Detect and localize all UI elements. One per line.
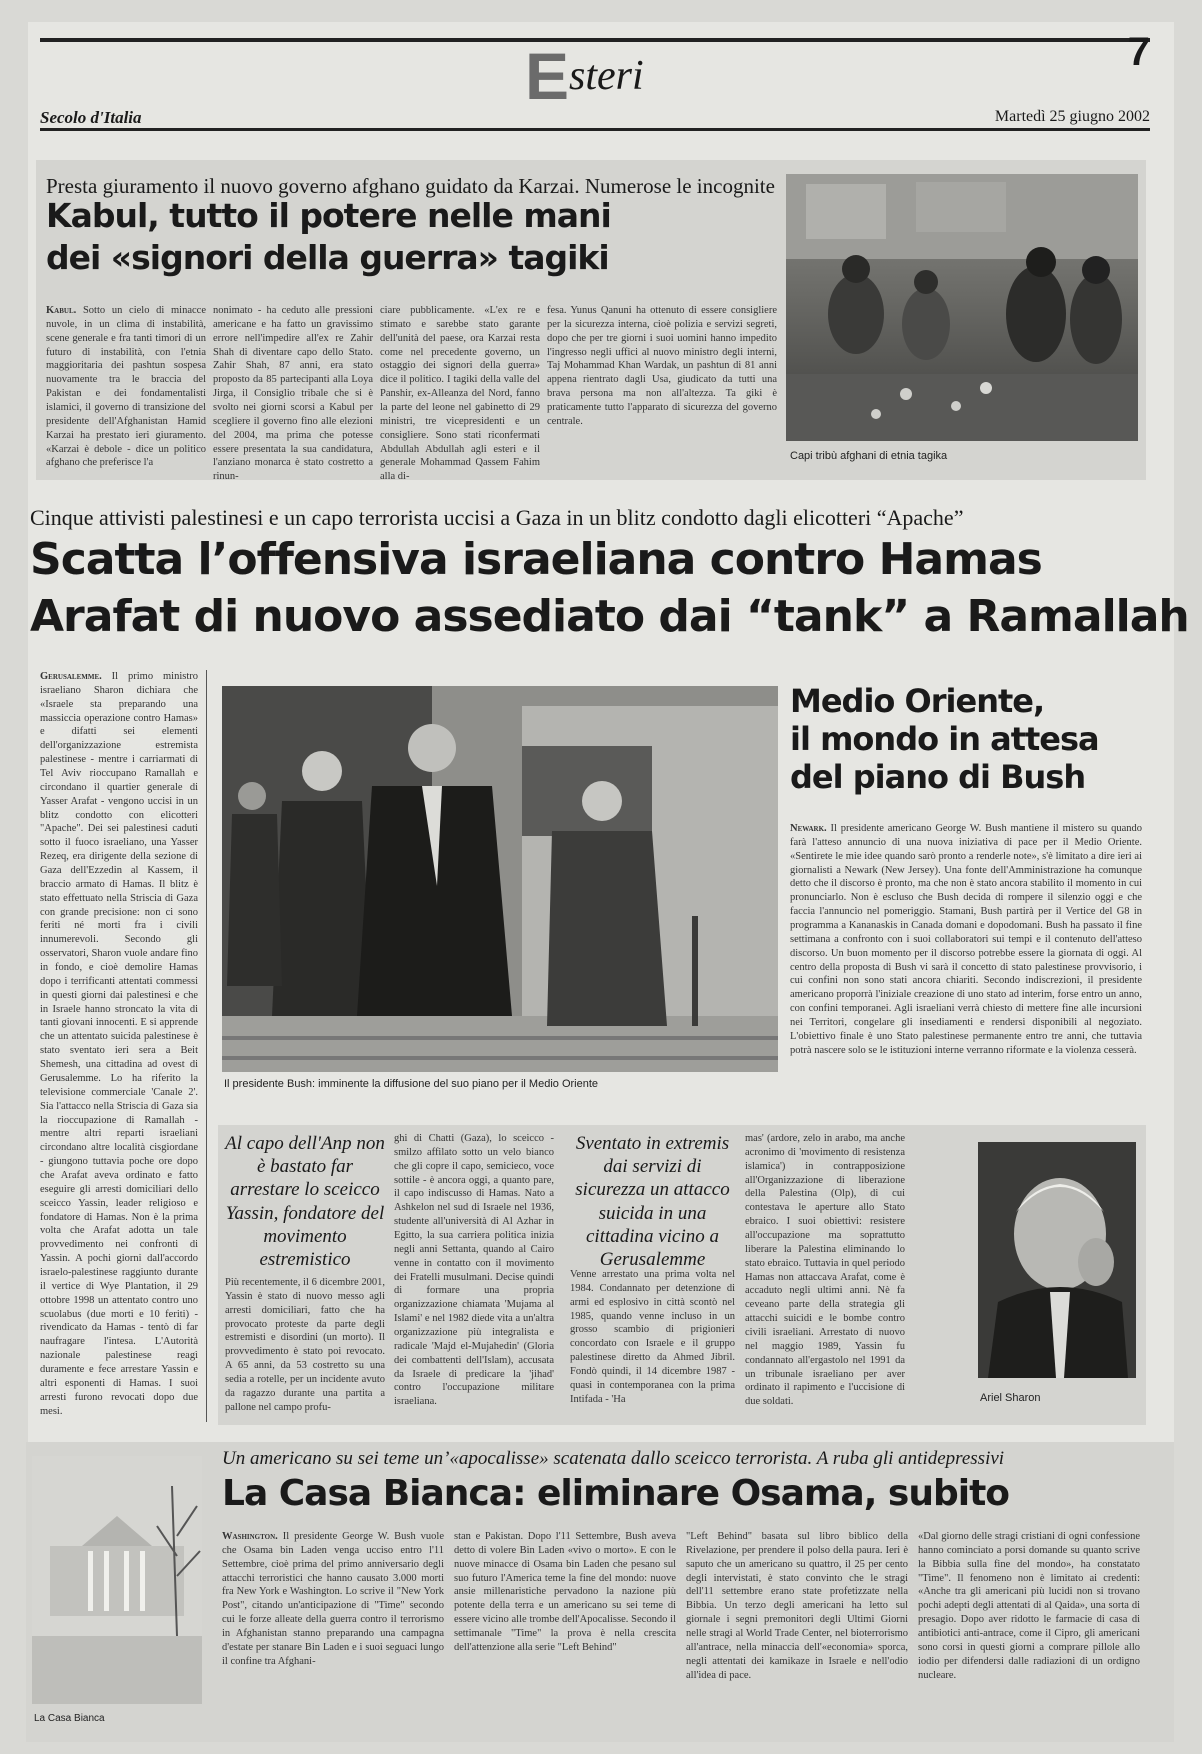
white-house-column-4: «Dal giorno delle stragi cristiani di ogni confessione hanno cominciato a porsi domande su quanto scrive la Bibbia sulla fine del mondo», ha constatato "Time". Il fenomeno non è limitato ai credenti: «Anche tra gli americani più lucidi non si trovano pochi adepti degli attentati di al Qaida», una sorta di presagio. Dopo aver ridotto le farmacie di casa di antibiotici anti-antrace, come il Cipro, gli americani sono corsi in questi giorni a comprare pillole allo iodio per difendersi dalle radiazioni di un ordigno nucleare.: [918, 1531, 1140, 1681]
israel-left-column: [40, 670, 198, 1422]
israel-headline-1: Scatta l’offensiva israeliana contro Hamas: [30, 534, 1042, 585]
bush-plan-headline-1: Medio Oriente,: [790, 682, 1045, 720]
israel-left-column-text: Il primo ministro israeliano Sharon dichiara che «Israele sta preparando una massiccia operazione contro Hamas» e difatti sei elementi dell'organizzazione estremista palestinese - mentre i carriarmati di Tel Aviv rioccupano Ramallah e circondano il quartier generale di Yasser Arafat - vengono uccisi in un blitz condotto con elicotteri "Apache". Dei sei palestinesi caduti sotto il fuoco israeliano, una Yasser Rezeq, era dirigente della sezione di Gaza dell'Ezzedin al Kassem, il braccio armato di Hamas. Il blitz è stato effettuato nella Striscia di Gaza con grande precisione: non ci sono feriti né morti fra i civili innumerevoli. Secondo gli osservatori, Sharon vuole andare fino in fondo, e cioè demolire Hamas dopo i terrificanti attentati commessi in questi giorni dai palestinesi e che in Israele hanno stroncato la vita di tanti giovani innocenti. E si apprende che un attentato suicida palestinese è stato sventato ieri sera a Beit Shemesh, una cittadina ad ovest di Gerusalemme. Lo ha riferito la televisione commerciale 'Canale 2'. Sia l'attacco nella Striscia di Gaza sia la rioccupazione di Ramallah - mentre altri reparti israeliani circondano altre località cisgiordane - giungono tuttavia poche ore dopo che Arafat aveva ordinato e fatto eseguire gli arresti domiciliari dello sceicco Yassin, leader religioso e fondatore di Hamas. Non è la prima volta che Arafat adotta un tale provvedimento nei confronti di Yassin. A pochi giorni dall'accordo israelo-palestinese raggiunto durante il vertice di Wye Plantation, il 29 ottobre 1998 un attentato contro uno scuolabus (due morti e 10 feriti) - rivendicato da Hamas - tentò di far naufragare l'intesa. L'Autorità nazionale palestinese reagì duramente e fece arrestare Yassin e altri esponenti di Hamas. I suoi arresti furono revocati dopo due mesi.: [40, 671, 199, 1417]
kabul-column-1: [46, 304, 206, 474]
sharon-portrait: [978, 1142, 1136, 1378]
section-title-rest: steri: [569, 53, 644, 99]
white-house-column-1: [222, 1530, 444, 1730]
white-house-photo: [32, 1456, 202, 1704]
section-title-initial: E: [525, 39, 570, 113]
kabul-column-1-text: Sotto un cielo di minacce nuvole, in un clima di instabilità, scene generale e fra tanti timori di un futuro di instabilità, con l'etnia maggioritaria dei pashtun sospesa nuovamente tra le braccia del Pakistan e dei fondamentalisti islamici, il governo di transizione del presidente dell'Afghanistan Hamid Karzai ha prestato ieri giuramento. «Karzai è debole - dice un politico afghano che preferisce l'a: [46, 305, 206, 469]
tribal-elders-photo: [786, 174, 1138, 441]
bush-plan-headline-2: il mondo in attesa: [790, 720, 1099, 758]
israel-kicker: Cinque attivisti palestinesi e un capo terrorista uccisi a Gaza in un blitz condotto dagli elicotteri “Apache”: [30, 505, 964, 530]
kabul-kicker: Presta giuramento il nuovo governo afghano guidato da Karzai. Numerose le incognite: [46, 174, 775, 198]
sharon-photo: [978, 1142, 1136, 1378]
kabul-column-4: fesa. Yunus Qanuni ha ottenuto di essere consigliere per la sicurezza interna, cioè polizia e servizi segreti, dopo che per tre giorni i suoi uomini hanno impedito l'ingresso negli uffici al nuovo ministro degli interni, Taj Mohammad Khan Wardak, un pashtun di 81 anni appena rientrato dagli Usa, giudicato da tutti una brava persona ma non all'altezza. Ta giki è praticamente tutto l'apparato di sicurezza del governo centrale.: [547, 305, 777, 427]
white-house-photo-caption: La Casa Bianca: [34, 1713, 105, 1724]
column-divider: [206, 670, 207, 1422]
white-house-dateline: Washington.: [222, 1531, 278, 1542]
yassin-column-1: Più recentemente, il 6 dicembre 2001, Yassin è stato di nuovo messo agli arresti domiciliari, fatto che ha provocato proteste da parte degli estremisti e disordini (un morto). Il provvedimento è stato poi revocato. A 65 anni, da 53 costretto su una sedia a rotelle, per un incidente avuto da ragazzo durante una partita a pallone nel campo profu-: [225, 1277, 385, 1413]
kabul-column-3: ciare pubblicamente. «L'ex re e stimato e sarebbe stato garante dell'unità del paese, ora Karzai resta come nel precedente governo, un ostaggio dei signori della guerra» dice il politico. I tagiki della valle del Panshir, ex-Alleanza del Nord, fanno la parte del leone nel gabinetto di 29 ministri, tre vicepresidenti e un consigliere. Sono stati riconfermati Abdullah Abdullah agli esteri e il generale Mohammad Qassem Fahim alla di-: [380, 305, 540, 483]
israel-dateline: Gerusalemme.: [40, 671, 102, 682]
masthead: Secolo d'Italia: [40, 108, 142, 127]
bush-plan-body-text: Il presidente americano George W. Bush mantiene il mistero su quando farà l'atteso annuncio di una nuova iniziativa di pace per il Medio Oriente. «Sentirete le mie idee quando sarò pronto a renderle note», s'è limitato a dire ieri ai giornalisti a Newark (New Jersey). Una fonte dell'Amministrazione ha comunque detto che il discorso è pronto, ma che non è stato ancora stabilito il momento in cui pronunciarlo. Non è escluso che Bush decida di rompere il silenzio oggi e che faccia l'annuncio nel pomeriggio. Stamani, Bush partirà per il Vertice del G8 in programma a Kananaskis in Canada domani e dopodomani. Bush ha passato il fine settimana a confronto con i suoi collaboratori sui tempi e il contenuto dell'atteso discorso. Un buon momento per il discorso potrebbe essere la giornata di oggi. Al centro della proposta di Bush vi sarà il concetto di stato palestinese provvisorio, i cui confini non sono stati ancora chiariti. Secondo indiscrezioni, il presidente americano proporrà l'iniziale creazione di uno stato ad interim, forse entro un anno, con confini temporanei. Agli israeliani verrà chiesto di mettere fine alle incursioni nei Territori, congelare gli insediamenti e rendersi disponibili al negoziato. L'obiettivo finale è uno Stato palestinese permanente entro tre anni, che tuttavia potrà nascere solo se le istituzioni interne verranno riformate e la violenza cesserà.: [790, 823, 1143, 1056]
bush-plan-dateline: Newark.: [790, 823, 827, 834]
kabul-photo: [786, 174, 1138, 441]
kabul-headline-2: dei «signori della guerra» tagiki: [46, 238, 609, 277]
yassin-pull-quote: Al capo dell'Anp non è bastato far arrestare lo sceicco Yassin, fondatore del movimento estremistico: [225, 1133, 385, 1270]
attack-pull-quote: Sventato in extremis dai servizi di sicurezza un attacco suicida in una cittadina vicino a Gerusalemme: [575, 1133, 730, 1270]
white-house-headline: La Casa Bianca: eliminare Osama, subito: [222, 1473, 1010, 1514]
page-number: 7: [1127, 30, 1150, 74]
bush-photo-caption: Il presidente Bush: imminente la diffusione del suo piano per il Medio Oriente: [224, 1078, 599, 1090]
kabul-headline-1: Kabul, tutto il potere nelle mani: [46, 196, 611, 235]
yassin-column-4: mas' (ardore, zelo in arabo, ma anche acronimo di 'movimento di resistenza islamica') in contrapposizione all'Organizzazione di liberazione della Palestina (Olp), di cui contestava le aperture allo Stato ebraico. I suoi obiettivi: resistere all'occupazione ma soprattutto liberare la Palestina eliminando lo stato ebraico. Tuttavia in quel periodo Hamas non attaccava Arafat, come è accaduto negli ultimi anni. Nè fa ceveano parte della strategia gli attacchi suicidi e le bombe contro civili israeliani. Arrestato di nuovo nel maggio 1989, Yassin fu condannato all'ergastolo nel 1991 da un tribunale israeliano per aver ordinato il rapimento e l'uccisione di due soldati.: [745, 1133, 905, 1408]
kabul-dateline: Kabul.: [46, 305, 77, 316]
publication-date: Martedì 25 giugno 2002: [994, 108, 1150, 125]
bush-photo: [222, 686, 778, 1072]
bush-plan-body: [790, 822, 1142, 1084]
header-rule: [40, 128, 1150, 131]
white-house-column-3: "Left Behind" basata sul libro biblico della Rivelazione, per prendere il polso della paura. Ieri è saputo che un americano su quattro, il 25 per cento degli intervistati, è stato convinto che le stragi dell'11 settembre erano state profetizzate nella Bibbia. Un terzo degli americani ha letto sul giornale i segni premonitori degli Ultimi Giorni nelle stragi al World Trade Center, nel bioterrorismo all'antrace, nella minaccia dell'«economia» sporca, negli attentati dei kamikaze in Israele e nell'odio all'idea di pace.: [686, 1531, 908, 1681]
white-house-column-2: stan e Pakistan. Dopo l'11 Settembre, Bush aveva detto di volere Bin Laden «vivo o morto». E con le nuove minacce di Osama bin Laden che pesano sul suo futuro l'America teme la fine del mondo: nuove ansie millenaristiche pervadono la nazione più potente della terra e un americano su sei teme di essere vicino alle trombe dell'Apocalisse. Secondo il settimanale "Time" la prova è nella crescita dell'attenzione alla serie "Left Behind": [454, 1531, 676, 1653]
bush-walking-photo: [222, 686, 778, 1072]
kabul-column-2: nonimato - ha ceduto alle pressioni americane e ha fatto un gravissimo errore nell'impedire all'ex re Zahir Shah di diventare capo dello Stato. Zahir Shah, 87 anni, era stato proposto da 85 partecipanti alla Loya Jirga, il Consiglio tribale che si è svolto nei giorni scorsi a Kabul per scegliere il governo fino alle elezioni del 2004, ma prima che potesse essere presentata la sua candidatura, l'anziano monarca è stato costretto a rinun-: [213, 305, 373, 483]
yassin-column-3: Venne arrestato una prima volta nel 1984. Condannato per detenzione di armi ed esplosivo in città scontò nel 1985, quando venne incluso in un grosso scambio di prigionieri concordato con Israele e il gruppo palestinese diretto da Ahmed Jibril. Fondò quindi, il 14 dicembre 1987 - quasi in contemporanea con la prima Intifada - 'Ha: [570, 1269, 735, 1405]
white-house-column-1-text: Il presidente George W. Bush vuole che Osama bin Laden venga ucciso entro l'11 Settembre, cioè prima del primo anniversario degli attacchi terroristici che hanno causato 3.000 morti fra New York e Washington. Lo scrive il "New York Post", citando un'anticipazione di "Time" secondo cui le forze alleate della guerra contro il terrorismo in Afghanistan stanno preparando una campagna d'estate per stanare Bin Laden e i suoi seguaci lungo il confine tra Afghani-: [222, 1531, 444, 1667]
white-house-image: [32, 1456, 202, 1704]
white-house-kicker: Un americano su sei teme un’«apocalisse» scatenata dallo sceicco terrorista. A ruba gli antidepressivi: [222, 1448, 1005, 1469]
section-title: [525, 38, 644, 114]
kabul-photo-caption: Capi tribù afghani di etnia tagika: [790, 450, 948, 462]
sharon-caption: Ariel Sharon: [980, 1392, 1041, 1404]
bush-plan-headline-3: del piano di Bush: [790, 758, 1086, 796]
yassin-column-2: ghi di Chatti (Gaza), lo sceicco - smilzo affilato sotto un velo bianco che gli copre il capo, semicieco, voce sottile - è ancora oggi, a quanto pare, il capo indiscusso di Hamas. Nato a Ashkelon nel sud di Israele nel 1936, studente all'università di Al Azhar in Egitto, la sua carriera politica inizia negli anni Settanta, quando al Cairo venne in contatto con il movimento dei Fratelli musulmani. Decise quindi di formare una propria organizzazione chiamata 'Mujama al Islami' e nel 1982 diede vita a un'altra organizzazione più integralista e radicale 'Majd el-Mujahedin' (Gloria dei combattenti dell'Islam), accusata da Israele di predicare la 'jihad' contro l'occupazione militare israeliana.: [394, 1133, 554, 1408]
israel-headline-2: Arafat di nuovo assediato dai “tank” a Ramallah: [30, 591, 1189, 642]
